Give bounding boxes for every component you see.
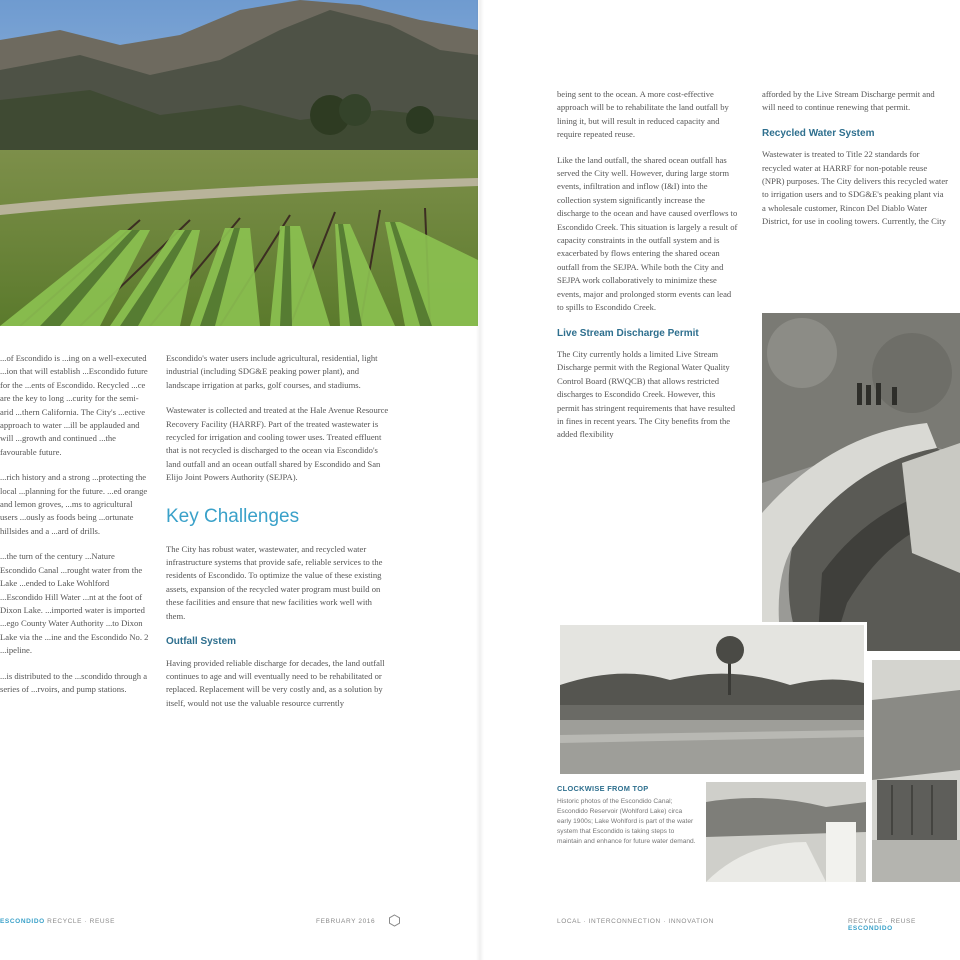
body-paragraph: Like the land outfall, the shared ocean outfall has served the City well. However, during large storm events, infiltration and inflow (I&I) into the collection system significantly increase the discharge to the ocean and have caused overflows to Escondido Creek. This situation is largely a result of capacity constraints in the outfall system and is exacerbated by flows entering the shared ocean outfall from the SEJPA. While both the City and SEJPA work collaboratively to minimize these events, major and prolonged storm events can lead to spills to Escondido Creek. (557, 154, 738, 313)
body-paragraph: The City currently holds a limited Live Stream Discharge permit with the Regional Water Quality Control Board (RWQCB) that allows restricted discharges to Escondido Creek. However, this permit has stringent requirements that have resulted in fines in recent years. The City benefits from the added flexibility (557, 348, 736, 440)
key-challenges-heading: Key Challenges (166, 505, 300, 527)
recycled-water-heading: Recycled Water System (762, 127, 875, 139)
body-paragraph: ...is distributed to the ...scondido through a series of ...rvoirs, and pump stations. (0, 670, 148, 694)
historic-dam-photo (872, 660, 960, 882)
live-stream-heading: Live Stream Discharge Permit (557, 327, 699, 339)
hexagon-icon (388, 914, 401, 927)
vineyard-mountain-photo (0, 0, 478, 326)
body-paragraph: Wastewater is treated to Title 22 standards for recycled water at HARRF for non-potable reuse (NPR) purposes. The City delivers this recycled water to irrigation users and to SDG&E's peaking plant via a wholesale customer, Rincon Del Diablo Water District, for use in cooling towers. Currently, the City (762, 149, 948, 227)
page-gutter (476, 0, 484, 960)
body-paragraph: Wastewater is collected and treated at the Hale Avenue Resource Recovery Facility (HARRF). Part of the treated wastewater is recycled for irrigation and cooling tower uses. Treated effluent that is not recycled is discharged to the ocean via Escondido's land outfall and an ocean outfall shared by Escondido and San Elijo Joint Powers Authority (SEJPA). (166, 405, 389, 483)
caption-body: Historic photos of the Escondido Canal; Escondido Reservoir (Wohlford Lake) circa early 1900s; Lake Wohlford is part of the water system that Escondido is taking steps to maintain and enhance for future water demand. (557, 798, 696, 845)
historic-channel-photo (706, 782, 866, 882)
footer-date: FEBRUARY 2016 (316, 918, 376, 925)
left-column-1 (0, 352, 150, 708)
photo-caption (557, 784, 697, 847)
left-column-2 (166, 352, 391, 722)
footer-text: RECYCLE · REUSE (848, 918, 916, 925)
historic-canal-photo (762, 313, 960, 651)
footer-brand: ESCONDIDO (848, 925, 893, 932)
body-paragraph: ...of Escondido is ...ing on a well-executed ...ion that will establish ...Escondido future for the ...ents of Escondido. Recycled ...ce are the key to long ...curity for the semi-arid ...thern California. The City's ...ective approach to water ...ill be applauded and will ...growth and continued ...the favourable future. (0, 353, 148, 457)
footer-text: RECYCLE · REUSE (47, 918, 116, 925)
right-column-2 (762, 88, 948, 241)
caption-title: CLOCKWISE FROM TOP (557, 784, 649, 793)
footer-right-tagline: LOCAL · INTERCONNECTION · INNOVATION (557, 918, 714, 925)
historic-reservoir-photo (557, 622, 867, 777)
body-paragraph: The City has robust water, wastewater, and recycled water infrastructure systems that provide safe, reliable services to the residents of Escondido. To optimize the value of these existing assets, expansion of the recycled water program must build on these facilities and ensure that new facilities work well with them. (166, 543, 383, 621)
footer-brand: ESCONDIDO (0, 918, 45, 925)
outfall-system-heading: Outfall System (166, 636, 237, 648)
right-column-1 (557, 88, 739, 454)
body-paragraph: Having provided reliable discharge for decades, the land outfall continues to age and will eventually need to be rehabilitated or replaced. Replacement will be very costly and, as a solution by itself, would not use the valuable resource currently (166, 657, 385, 708)
body-paragraph: being sent to the ocean. A more cost-effective approach will be to rehabilitate the land outfall by lining it, but will result in reduced capacity and require repeated reuse. (557, 89, 729, 140)
body-paragraph: ...the turn of the century ...Nature Escondido Canal ...rought water from the Lake ...ended to Lake Wohlford ...Escondido Hill Water ...nt at the foot of Dixon Lake. ...imported water is imported ...ego County Water Authority ...to Dixon Lake via the ...ine and the Escondido No. 2 ...ipeline. (0, 551, 149, 656)
body-paragraph: ...rich history and a strong ...protecting the local ...planning for the future. ...ed orange and lemon groves, ...ms to agricultural users ...ously as foods being ...ortunate hillsides and a ...ard of drills. (0, 472, 148, 536)
body-paragraph: afforded by the Live Stream Discharge permit and will need to continue renewing that permit. (762, 89, 935, 113)
footer-left (0, 918, 115, 925)
footer-right (848, 918, 960, 932)
body-paragraph: Escondido's water users include agricultural, residential, light industrial (including SDG&E peaking power plant), and landscape irrigation at parks, golf courses, and stadiums. (166, 353, 378, 390)
